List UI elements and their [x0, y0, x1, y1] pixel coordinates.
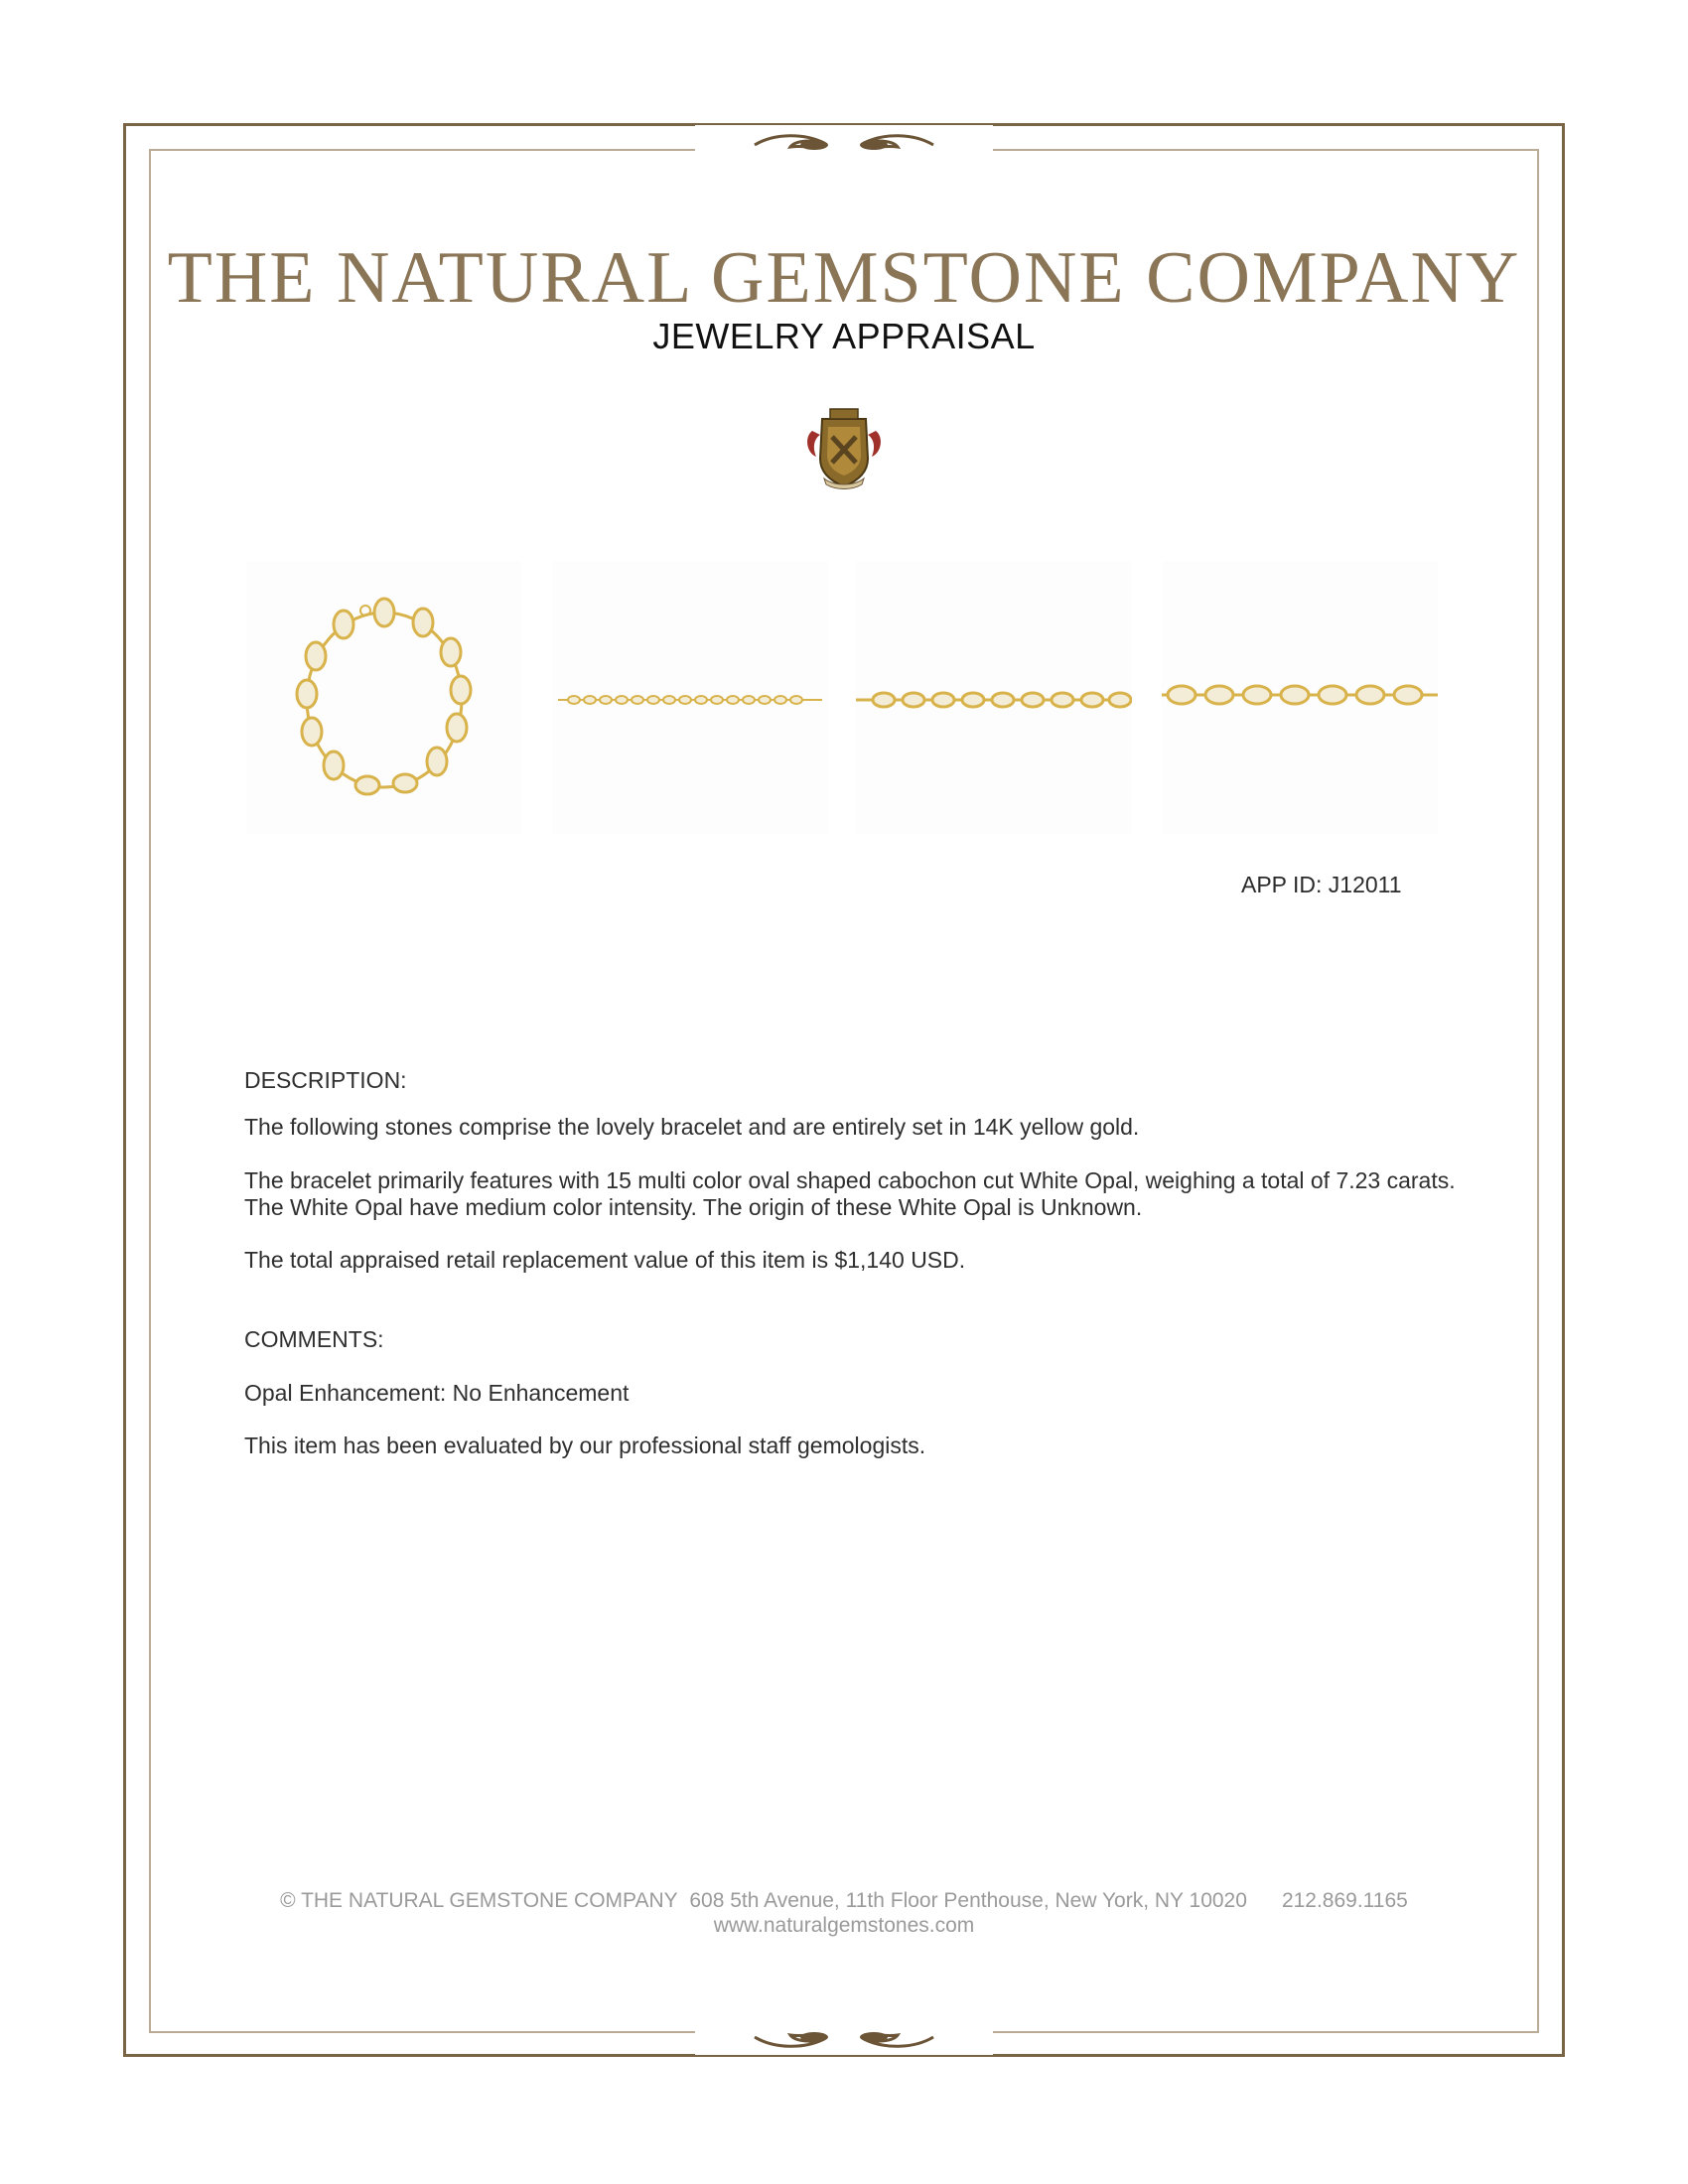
footer-contact [149, 1889, 1539, 1913]
app-id-value: J12011 [1328, 872, 1402, 897]
ornament-flourish-icon [695, 2015, 993, 2055]
comments-heading: COMMENTS: [244, 1326, 384, 1352]
footer-phone: 212.869.1165 [1281, 1889, 1408, 1912]
description-paragraph-1: The following stones comprise the lovely bracelet and are entirely set in 14K yellow gold. [244, 1114, 1140, 1140]
footer-company: © THE NATURAL GEMSTONE COMPANY [280, 1889, 678, 1912]
ornament-flourish-icon [695, 125, 993, 165]
app-id-label: APP ID: [1241, 872, 1323, 897]
description-paragraph-2: The bracelet primarily features with 15 multi color oval shaped cabochon cut White Opal, weighing a total of 7.23 carats. The White Opal have medium color intensity. The origin of these White Opal is Unknown. [244, 1167, 1456, 1220]
bracelet-photo-circle [246, 561, 522, 834]
crest-logo-icon [794, 397, 894, 496]
description-paragraph-3: The total appraised retail replacement value of this item is $1,140 USD. [244, 1247, 966, 1273]
company-title: THE NATURAL GEMSTONE COMPANY [167, 237, 1521, 319]
bracelet-photo-flat-2 [856, 561, 1132, 834]
comment-line-1: Opal Enhancement: No Enhancement [244, 1380, 630, 1406]
bracelet-photo-flat-3 [1162, 561, 1438, 834]
description-heading: DESCRIPTION: [244, 1067, 407, 1093]
document-title: JEWELRY APPRAISAL [652, 316, 1036, 356]
app-id [1241, 872, 1402, 898]
footer-website[interactable]: www.naturalgemstones.com [713, 1914, 975, 1937]
comment-line-2: This item has been evaluated by our professional staff gemologists. [244, 1433, 926, 1458]
footer-address: 608 5th Avenue, 11th Floor Penthouse, New York, NY 10020 [689, 1889, 1247, 1912]
bracelet-photo-flat-1 [552, 561, 828, 834]
